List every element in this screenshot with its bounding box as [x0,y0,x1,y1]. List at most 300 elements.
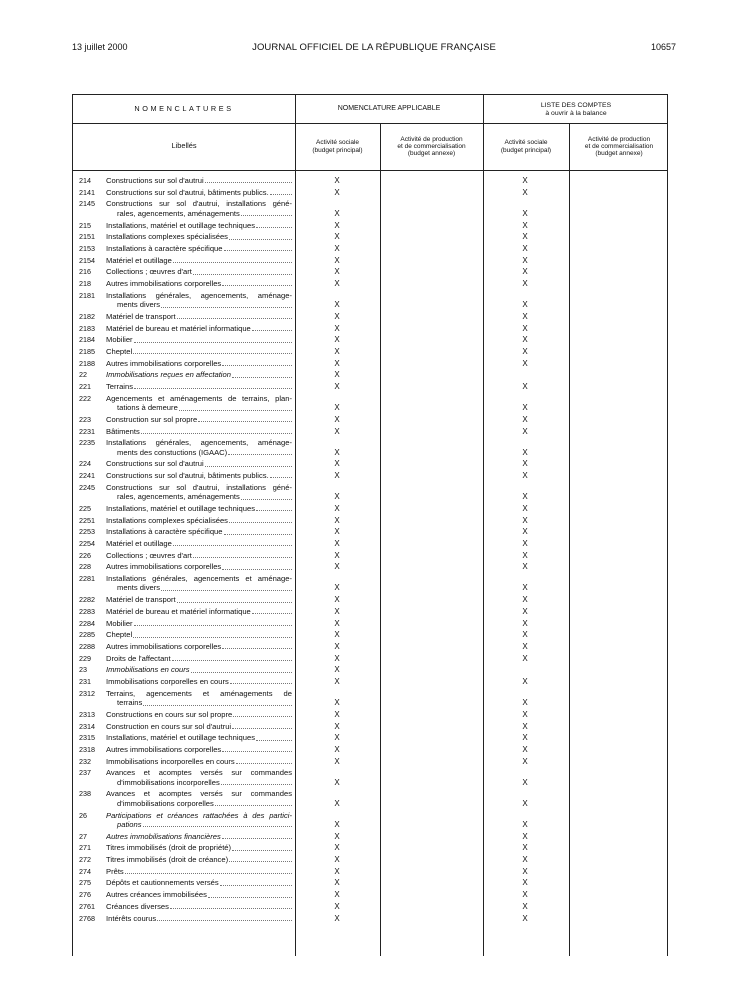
label-line: Terrains, agencements et aménagements de [106,688,292,698]
leader-dots [222,745,292,752]
leader-dots [270,471,292,478]
table-row [73,551,669,560]
table-row [73,689,669,708]
mark-applicable-sociale: X [334,414,340,424]
account-label [106,267,292,276]
account-label [106,427,292,436]
label-line: Avances et acomptes versés sur commandes [106,768,292,778]
account-code: 274 [79,866,91,876]
account-code: 221 [79,382,91,391]
label-line: Mobilier [106,618,133,628]
col-label: Activité de production [400,135,463,143]
account-code: 229 [79,653,91,663]
mark-applicable-sociale: X [334,243,340,253]
account-label [106,438,292,457]
leader-dots [215,799,292,806]
account-code: 2145 [79,199,95,209]
mark-liste-sociale: X [522,538,528,548]
account-label [106,642,292,651]
leader-dots [224,527,292,534]
account-label [106,221,292,230]
account-code: 271 [79,843,91,853]
table-row [73,677,669,686]
mark-applicable-sociale: X [334,311,340,321]
mark-liste-sociale: X [522,492,528,502]
label-line: tations à demeure [117,403,178,413]
leader-dots [143,820,293,827]
leader-dots [236,757,292,764]
mark-applicable-sociale: X [334,527,340,537]
leader-dots [256,504,292,511]
account-code: 2182 [79,311,95,321]
leader-dots [177,595,292,602]
mark-applicable-sociale: X [334,777,340,787]
account-label [106,312,292,321]
label-line: Autres immobilisations corporelles [106,279,222,288]
account-code: 2184 [79,335,95,345]
account-label [106,335,292,344]
table-row [73,654,669,663]
leader-dots [170,902,292,909]
mark-liste-sociale: X [522,721,528,731]
mark-liste-sociale: X [522,901,528,911]
mark-liste-sociale: X [522,756,528,766]
col-label: (budget principal) [312,146,363,154]
mark-liste-sociale: X [522,335,528,345]
leader-dots [172,654,292,661]
mark-liste-sociale: X [522,255,528,265]
mark-liste-sociale: X [522,878,528,888]
label-line: Bâtiments [106,426,140,436]
leader-dots [256,221,292,228]
account-code: 216 [79,267,91,277]
table-row [73,335,669,344]
label-line: Installations, matériel et outillage techniques [106,220,256,230]
table-row [73,256,669,265]
mark-applicable-sociale: X [334,515,340,525]
mark-liste-sociale: X [522,232,528,242]
table-row [73,382,669,391]
header-liste-comptes [483,97,669,123]
col-production-applicable [380,123,483,170]
account-label [106,459,292,468]
mark-applicable-sociale: X [334,721,340,731]
label-line: Collections ; œuvres d'art [106,267,192,277]
label-line: Constructions sur sol d'autrui, installations géné- [106,199,292,209]
label-line: Titres immobilisés (droit de propriété) [106,843,232,853]
leader-dots [179,403,292,410]
label-line: Installations complexes spécialisées [106,232,228,242]
mark-liste-sociale: X [522,358,528,368]
label-line: Immobilisations en cours [106,665,190,675]
col-label: Activité de production [587,135,651,143]
mark-liste-sociale: X [522,819,528,829]
label-line: Matériel et outillage [106,538,172,548]
mark-applicable-sociale: X [334,901,340,911]
col-label: et de commercialisation [584,142,654,150]
mark-liste-sociale: X [522,855,528,864]
account-label [106,394,292,413]
mark-applicable-sociale: X [334,733,340,743]
account-label [106,733,292,742]
mark-applicable-sociale: X [334,550,340,560]
account-code: 2253 [79,527,95,537]
mark-liste-sociale: X [522,550,528,560]
account-label [106,619,292,628]
mark-applicable-sociale: X [334,538,340,548]
col-label: (budget annexe) [407,150,456,158]
mark-applicable-sociale: X [334,819,340,829]
mark-applicable-sociale: X [334,267,340,277]
mark-liste-sociale: X [522,447,528,457]
account-code: 2154 [79,255,95,265]
account-code: 26 [79,810,87,820]
account-code: 2283 [79,606,95,616]
account-code: 223 [79,414,91,424]
label-line: Immobilisations incorporelles en cours [106,756,235,766]
label-line: Intérêts courus [106,913,157,923]
label-line: Dépôts et cautionnements versés [106,878,219,888]
account-label [106,382,292,391]
leader-dots [229,855,292,862]
mark-liste-sociale: X [522,595,528,605]
label-line: Cheptel [106,346,133,356]
mark-applicable-sociale: X [334,677,340,686]
account-code: 2183 [79,323,95,333]
leader-dots [143,698,292,705]
account-label [106,689,292,708]
leader-dots [241,492,292,499]
leader-dots [141,427,292,434]
label-line: d'immobilisations incorporelles [117,777,220,787]
account-label [106,370,292,379]
leader-dots [222,832,292,839]
mark-applicable-sociale: X [334,232,340,242]
label-line: Autres immobilisations corporelles [106,358,222,368]
mark-applicable-sociale: X [334,187,340,197]
mark-applicable-sociale: X [334,447,340,457]
mark-liste-sociale: X [522,414,528,424]
table-row [73,244,669,253]
account-label [106,902,292,911]
label-line: Construction en cours sur sol d'autrui [106,721,232,731]
account-code: 276 [79,890,91,900]
col-production-liste [569,123,669,170]
mark-applicable-sociale: X [334,618,340,628]
mark-liste-sociale: X [522,709,528,719]
table-row [73,832,669,841]
label-line: Créances diverses [106,901,169,911]
mark-liste-sociale: X [522,843,528,853]
label-line: ments des constuctions (IGAAC) [117,447,228,457]
mark-liste-sociale: X [522,777,528,787]
mark-liste-sociale: X [522,426,528,436]
leader-dots [252,324,292,331]
leader-dots [205,459,292,466]
label-line: Mobilier [106,335,133,345]
mark-liste-sociale: X [522,382,528,391]
mark-applicable-sociale: X [334,220,340,230]
mark-liste-sociale: X [522,187,528,197]
header-nomenclatures: NOMENCLATURES [134,103,234,113]
mark-applicable-sociale: X [334,878,340,888]
col-sociale-liste [483,123,569,170]
mark-applicable-sociale: X [334,709,340,719]
leader-dots [133,630,292,637]
label-line: Autres créances immobilisées [106,890,207,900]
mark-applicable-sociale: X [334,255,340,265]
table-row [73,438,669,457]
leader-dots [229,232,292,239]
account-code: 225 [79,503,91,513]
table-row [73,768,669,787]
mark-applicable-sociale: X [334,323,340,333]
mark-applicable-sociale: X [334,176,340,185]
account-code: 2153 [79,243,95,253]
table-row [73,394,669,413]
col-label: et de commercialisation [397,142,466,150]
mark-applicable-sociale: X [334,698,340,708]
account-label [106,347,292,356]
account-code: 232 [79,756,91,766]
table-row [73,722,669,731]
label-line: terrains [117,698,143,708]
account-code: 2181 [79,290,95,300]
leader-dots [173,256,292,263]
table-row [73,232,669,241]
mark-applicable-sociale: X [334,370,340,380]
mark-applicable-sociale: X [334,382,340,391]
mark-applicable-sociale: X [334,583,340,593]
label-line: Installations générales, agencements, aménage- [106,438,292,448]
mark-liste-sociale: X [522,562,528,572]
leader-dots [222,642,292,649]
account-code: 215 [79,220,91,230]
mark-liste-sociale: X [522,677,528,686]
mark-liste-sociale: X [522,300,528,310]
account-label [106,279,292,288]
account-code: 238 [79,789,91,799]
account-label [106,607,292,616]
account-code: 2314 [79,721,95,731]
account-label [106,855,292,864]
account-label [106,789,292,808]
account-label [106,244,292,253]
mark-liste-sociale: X [522,618,528,628]
table-row [73,811,669,830]
account-label [106,574,292,593]
account-code: 2254 [79,538,95,548]
table-row [73,745,669,754]
table-row [73,471,669,480]
leader-dots [134,335,292,342]
mark-liste-sociale: X [522,459,528,469]
mark-liste-sociale: X [522,515,528,525]
mark-liste-sociale: X [522,323,528,333]
account-code: 2285 [79,630,95,640]
mark-applicable-sociale: X [334,300,340,310]
label-line: pations [117,819,142,829]
mark-applicable-sociale: X [334,756,340,766]
mark-applicable-sociale: X [334,606,340,616]
table-row [73,574,669,593]
leader-dots [241,209,292,216]
account-label [106,710,292,719]
label-line: Installations générales, agencements et aménage- [106,574,292,583]
mark-liste-sociale: X [522,733,528,743]
leader-dots [125,867,292,874]
table-row [73,595,669,604]
mark-applicable-sociale: X [334,595,340,605]
table-row [73,630,669,639]
col-libelles: Libellés [171,141,197,151]
leader-dots [233,710,292,717]
account-label [106,199,292,218]
label-line: Installations à caractère spécifique [106,527,223,537]
mark-applicable-sociale: X [334,866,340,876]
col-label: Activité sociale [316,139,359,147]
account-code: 272 [79,855,91,864]
table-row [73,619,669,628]
account-label [106,551,292,560]
label-line: Droits de l'affectant [106,653,171,663]
account-label [106,539,292,548]
account-code: 218 [79,279,91,288]
table-row [73,890,669,899]
leader-dots [193,267,292,274]
mark-liste-sociale: X [522,606,528,616]
leader-dots [191,665,292,672]
account-code: 2281 [79,574,95,583]
table-row [73,427,669,436]
leader-dots [232,722,292,729]
account-label [106,483,292,502]
table-row [73,199,669,218]
leader-dots [157,914,292,921]
table-row [73,483,669,502]
label-line: Matériel de bureau et matériel informatique [106,606,251,616]
account-label [106,516,292,525]
leader-dots [221,778,292,785]
table-row [73,504,669,513]
mark-liste-sociale: X [522,503,528,513]
account-code: 222 [79,393,91,403]
col-label: (budget annexe) [595,150,643,158]
account-code: 2284 [79,618,95,628]
account-label [106,527,292,536]
mark-applicable-sociale: X [334,459,340,469]
account-label [106,654,292,663]
account-code: 2231 [79,426,95,436]
mark-applicable-sociale: X [334,855,340,864]
mark-applicable-sociale: X [334,358,340,368]
mark-applicable-sociale: X [334,653,340,663]
label-line: Immobilisations corporelles en cours [106,677,229,686]
table-row [73,221,669,230]
mark-liste-sociale: X [522,890,528,900]
account-label [106,843,292,852]
col-label: (budget principal) [500,146,552,154]
mark-liste-sociale: X [522,653,528,663]
mark-applicable-sociale: X [334,208,340,218]
label-line: Autres immobilisations corporelles [106,744,222,754]
table-row [73,291,669,310]
account-code: 23 [79,665,87,675]
col-label: Activité sociale [504,139,548,147]
account-label [106,232,292,241]
leader-dots [198,415,292,422]
account-label [106,867,292,876]
label-line: Prêts [106,866,124,876]
account-code: 2151 [79,232,95,242]
account-label [106,914,292,923]
table-row [73,415,669,424]
account-label [106,324,292,333]
mark-liste-sociale: X [522,471,528,480]
leader-dots [161,300,292,307]
account-label [106,504,292,513]
table-row [73,539,669,548]
mark-applicable-sociale: X [334,913,340,923]
account-code: 214 [79,176,91,185]
label-line: Matériel de transport [106,311,176,321]
account-code: 2282 [79,595,95,605]
table-row [73,562,669,571]
account-code: 2768 [79,913,95,923]
mark-applicable-sociale: X [334,335,340,345]
account-code: 275 [79,878,91,888]
label-line: rales, agencements, aménagements [117,492,240,502]
account-code: 226 [79,550,91,560]
label-line: Constructions sur sol d'autrui, bâtiments publics. [106,187,269,197]
leader-dots [205,176,292,183]
label-line: Installations, matériel et outillage techniques [106,733,256,743]
mark-applicable-sociale: X [334,890,340,900]
account-label [106,768,292,787]
rule-horizontal [73,170,667,171]
mark-liste-sociale: X [522,831,528,841]
account-code: 2185 [79,346,95,356]
mark-liste-sociale: X [522,630,528,640]
table-row [73,607,669,616]
account-code: 2241 [79,471,95,480]
table-row [73,527,669,536]
account-label [106,745,292,754]
account-code: 2245 [79,482,95,492]
table-row [73,267,669,276]
liste-title: LISTE DES COMPTES [540,102,612,110]
leader-dots [232,370,292,377]
mark-liste-sociale: X [522,744,528,754]
label-line: Installations complexes spécialisées [106,515,228,525]
label-line: Matériel et outillage [106,255,172,265]
account-label [106,630,292,639]
table-row [73,902,669,911]
table-row [73,188,669,197]
account-code: 2312 [79,688,95,698]
account-code: 22 [79,370,87,380]
liste-subtitle: à ouvrir à la balance [545,110,607,117]
mark-applicable-sociale: X [334,403,340,413]
mark-applicable-sociale: X [334,492,340,502]
mark-liste-sociale: X [522,208,528,218]
journal-title: JOURNAL OFFICIEL DE LA RÉPUBLIQUE FRANÇAISE [252,42,496,53]
account-label [106,757,292,766]
label-line: Autres immobilisations corporelles [106,641,222,651]
table-row [73,324,669,333]
mark-liste-sociale: X [522,798,528,808]
label-line: Agencements et aménagements de terrains, plan- [106,393,292,403]
